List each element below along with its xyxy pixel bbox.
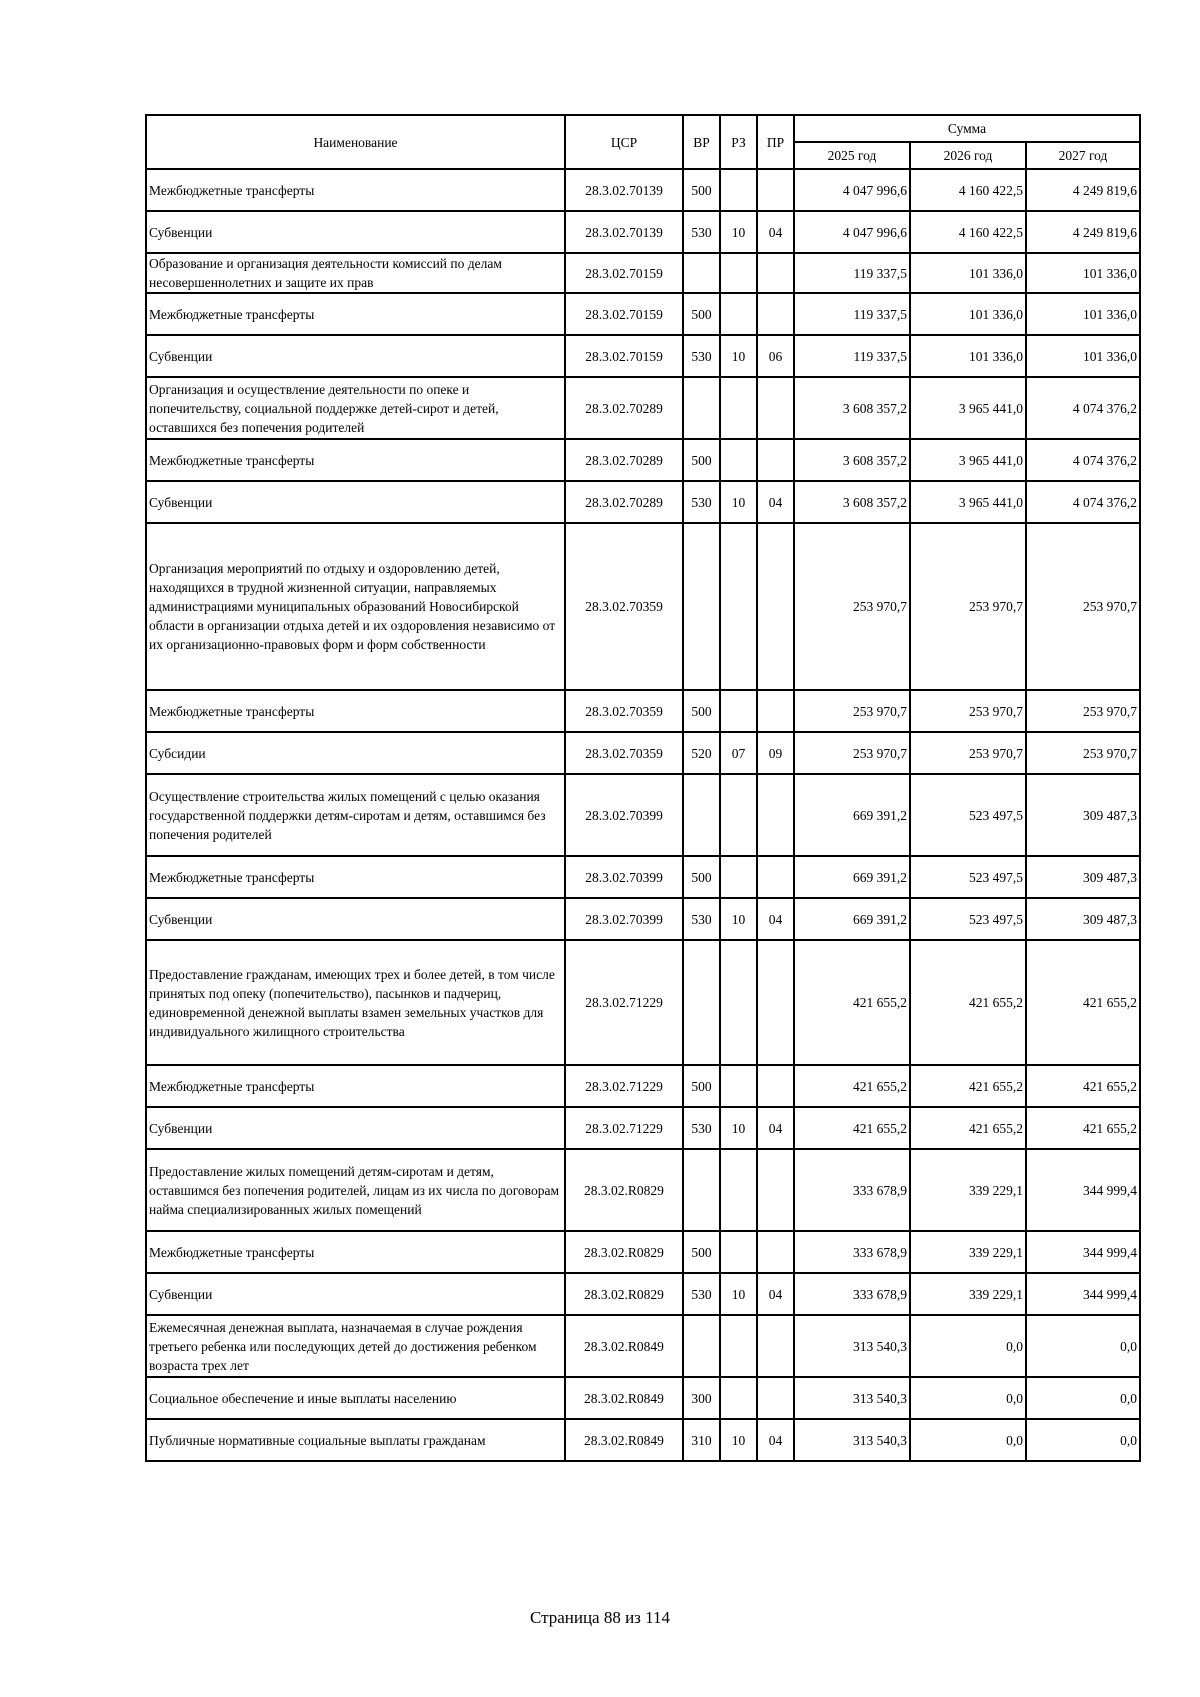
- cell-amount-2027: 344 999,4: [1026, 1149, 1140, 1231]
- table-row: [146, 439, 1140, 481]
- cell-amount-2027: 4 074 376,2: [1026, 377, 1140, 439]
- cell-name: Межбюджетные трансферты: [146, 1065, 565, 1107]
- cell-name: Субсидии: [146, 732, 565, 774]
- cell-amount-2025: 333 678,9: [794, 1231, 910, 1273]
- cell-amount-2027: 0,0: [1026, 1419, 1140, 1461]
- cell-vr: 500: [683, 856, 720, 898]
- cell-csr: 28.3.02.R0829: [565, 1273, 683, 1315]
- cell-name: Межбюджетные трансферты: [146, 690, 565, 732]
- cell-amount-2025: 313 540,3: [794, 1419, 910, 1461]
- cell-vr: [683, 940, 720, 1065]
- table-row: [146, 523, 1140, 690]
- cell-pr: [757, 940, 794, 1065]
- cell-amount-2025: 3 608 357,2: [794, 439, 910, 481]
- page-number: Страница 88 из 114: [529, 1608, 671, 1627]
- cell-csr: 28.3.02.R0829: [565, 1231, 683, 1273]
- cell-amount-2025: 669 391,2: [794, 774, 910, 856]
- cell-rz: [720, 439, 757, 481]
- cell-amount-2025: 669 391,2: [794, 856, 910, 898]
- cell-rz: [720, 856, 757, 898]
- table-row: [146, 1273, 1140, 1315]
- cell-csr: 28.3.02.70159: [565, 253, 683, 293]
- cell-csr: 28.3.02.71229: [565, 1065, 683, 1107]
- column-header-year-2026: 2026 год: [910, 142, 1026, 169]
- table-row: [146, 1065, 1140, 1107]
- table-row: [146, 293, 1140, 335]
- cell-pr: [757, 1149, 794, 1231]
- cell-vr: 500: [683, 169, 720, 211]
- cell-pr: 04: [757, 481, 794, 523]
- cell-vr: 530: [683, 481, 720, 523]
- cell-rz: 10: [720, 898, 757, 940]
- cell-amount-2026: 523 497,5: [910, 856, 1026, 898]
- cell-pr: [757, 1377, 794, 1419]
- cell-vr: 520: [683, 732, 720, 774]
- cell-csr: 28.3.02.70289: [565, 481, 683, 523]
- cell-pr: 06: [757, 335, 794, 377]
- cell-amount-2026: 3 965 441,0: [910, 439, 1026, 481]
- cell-amount-2027: 309 487,3: [1026, 898, 1140, 940]
- cell-amount-2026: 253 970,7: [910, 523, 1026, 690]
- cell-csr: 28.3.02.70139: [565, 211, 683, 253]
- cell-amount-2027: 253 970,7: [1026, 523, 1140, 690]
- cell-amount-2026: 101 336,0: [910, 293, 1026, 335]
- cell-vr: 530: [683, 898, 720, 940]
- table-row: [146, 940, 1140, 1065]
- cell-vr: 530: [683, 1273, 720, 1315]
- cell-pr: [757, 523, 794, 690]
- table-row: [146, 856, 1140, 898]
- cell-pr: [757, 1065, 794, 1107]
- cell-rz: [720, 1377, 757, 1419]
- cell-pr: [757, 774, 794, 856]
- table-row: [146, 481, 1140, 523]
- cell-rz: 10: [720, 1419, 757, 1461]
- table-row: [146, 1149, 1140, 1231]
- cell-csr: 28.3.02.70289: [565, 439, 683, 481]
- cell-amount-2027: 0,0: [1026, 1315, 1140, 1377]
- cell-csr: 28.3.02.70159: [565, 335, 683, 377]
- cell-amount-2027: 101 336,0: [1026, 335, 1140, 377]
- cell-pr: 04: [757, 1419, 794, 1461]
- table-row: [146, 898, 1140, 940]
- cell-name: Публичные нормативные социальные выплаты гражданам: [146, 1419, 565, 1461]
- cell-rz: [720, 377, 757, 439]
- cell-amount-2026: 101 336,0: [910, 253, 1026, 293]
- cell-name: Организация мероприятий по отдыху и оздоровлению детей, находящихся в трудной жизненной ситуации, направляемых администрациями муниципальных образований Новосибирской области в организации отдыха детей и их оздоровления независимо от их организационно-правовых форм и форм собственности: [146, 523, 565, 690]
- cell-pr: 04: [757, 211, 794, 253]
- cell-pr: 04: [757, 1273, 794, 1315]
- cell-amount-2027: 421 655,2: [1026, 1107, 1140, 1149]
- cell-csr: 28.3.02.70359: [565, 523, 683, 690]
- cell-amount-2025: 333 678,9: [794, 1149, 910, 1231]
- cell-amount-2026: 4 160 422,5: [910, 169, 1026, 211]
- cell-vr: 500: [683, 690, 720, 732]
- cell-name: Субвенции: [146, 1107, 565, 1149]
- cell-csr: 28.3.02.70139: [565, 169, 683, 211]
- cell-vr: [683, 1315, 720, 1377]
- cell-amount-2025: 253 970,7: [794, 523, 910, 690]
- budget-table: [145, 114, 1141, 1462]
- cell-amount-2027: 4 074 376,2: [1026, 481, 1140, 523]
- cell-amount-2025: 421 655,2: [794, 1065, 910, 1107]
- cell-pr: [757, 169, 794, 211]
- cell-name: Социальное обеспечение и иные выплаты населению: [146, 1377, 565, 1419]
- column-header-pr: ПР: [757, 115, 794, 169]
- cell-pr: 09: [757, 732, 794, 774]
- cell-rz: [720, 293, 757, 335]
- cell-amount-2026: 421 655,2: [910, 1065, 1026, 1107]
- cell-vr: 300: [683, 1377, 720, 1419]
- cell-amount-2025: 421 655,2: [794, 940, 910, 1065]
- cell-amount-2026: 339 229,1: [910, 1231, 1026, 1273]
- header-row: [146, 115, 1140, 142]
- cell-name: Межбюджетные трансферты: [146, 293, 565, 335]
- column-header-year-2025: 2025 год: [794, 142, 910, 169]
- cell-vr: [683, 523, 720, 690]
- cell-amount-2025: 333 678,9: [794, 1273, 910, 1315]
- cell-amount-2027: 4 074 376,2: [1026, 439, 1140, 481]
- cell-csr: 28.3.02.R0849: [565, 1315, 683, 1377]
- cell-rz: [720, 940, 757, 1065]
- cell-csr: 28.3.02.R0849: [565, 1419, 683, 1461]
- cell-amount-2025: 119 337,5: [794, 253, 910, 293]
- cell-rz: [720, 690, 757, 732]
- column-header-name: Наименование: [146, 115, 565, 169]
- table-row: [146, 335, 1140, 377]
- cell-rz: [720, 523, 757, 690]
- cell-amount-2027: 4 249 819,6: [1026, 169, 1140, 211]
- cell-name: Субвенции: [146, 1273, 565, 1315]
- cell-name: Межбюджетные трансферты: [146, 169, 565, 211]
- cell-csr: 28.3.02.R0829: [565, 1149, 683, 1231]
- cell-rz: 07: [720, 732, 757, 774]
- column-header-year-2027: 2027 год: [1026, 142, 1140, 169]
- cell-amount-2026: 0,0: [910, 1377, 1026, 1419]
- table-row: [146, 253, 1140, 293]
- cell-csr: 28.3.02.70399: [565, 898, 683, 940]
- cell-pr: [757, 253, 794, 293]
- cell-vr: 500: [683, 439, 720, 481]
- column-header-sum: Сумма: [794, 115, 1140, 142]
- cell-vr: [683, 253, 720, 293]
- cell-amount-2026: 421 655,2: [910, 940, 1026, 1065]
- cell-vr: [683, 1149, 720, 1231]
- cell-rz: [720, 774, 757, 856]
- cell-csr: 28.3.02.70159: [565, 293, 683, 335]
- table-row: [146, 1231, 1140, 1273]
- cell-vr: 530: [683, 211, 720, 253]
- cell-amount-2025: 313 540,3: [794, 1315, 910, 1377]
- cell-amount-2026: 523 497,5: [910, 898, 1026, 940]
- cell-amount-2025: 119 337,5: [794, 335, 910, 377]
- cell-pr: [757, 690, 794, 732]
- table-row: [146, 774, 1140, 856]
- cell-amount-2025: 3 608 357,2: [794, 377, 910, 439]
- cell-rz: 10: [720, 481, 757, 523]
- cell-pr: [757, 293, 794, 335]
- cell-pr: [757, 1231, 794, 1273]
- cell-amount-2025: 3 608 357,2: [794, 481, 910, 523]
- table-row: [146, 690, 1140, 732]
- cell-rz: [720, 1149, 757, 1231]
- cell-rz: [720, 1065, 757, 1107]
- cell-name: Осуществление строительства жилых помещений с целью оказания государственной поддержки детям-сиротам и детям, оставшимся без попечения родителей: [146, 774, 565, 856]
- cell-vr: 530: [683, 1107, 720, 1149]
- cell-pr: [757, 856, 794, 898]
- cell-vr: 530: [683, 335, 720, 377]
- cell-name: Межбюджетные трансферты: [146, 856, 565, 898]
- cell-rz: [720, 1315, 757, 1377]
- cell-amount-2025: 669 391,2: [794, 898, 910, 940]
- column-header-vr: ВР: [683, 115, 720, 169]
- cell-amount-2026: 523 497,5: [910, 774, 1026, 856]
- cell-amount-2025: 313 540,3: [794, 1377, 910, 1419]
- cell-amount-2027: 421 655,2: [1026, 1065, 1140, 1107]
- cell-amount-2025: 119 337,5: [794, 293, 910, 335]
- cell-amount-2026: 0,0: [910, 1315, 1026, 1377]
- cell-pr: [757, 377, 794, 439]
- cell-rz: 10: [720, 335, 757, 377]
- cell-vr: [683, 774, 720, 856]
- cell-rz: [720, 253, 757, 293]
- table-row: [146, 1315, 1140, 1377]
- cell-amount-2027: 253 970,7: [1026, 732, 1140, 774]
- cell-pr: [757, 439, 794, 481]
- cell-csr: 28.3.02.70359: [565, 732, 683, 774]
- cell-amount-2026: 4 160 422,5: [910, 211, 1026, 253]
- cell-name: Ежемесячная денежная выплата, назначаемая в случае рождения третьего ребенка или последующих детей до достижения ребенком возраста трех лет: [146, 1315, 565, 1377]
- cell-amount-2027: 0,0: [1026, 1377, 1140, 1419]
- cell-name: Предоставление жилых помещений детям-сиротам и детям, оставшимся без попечения родителей, лицам из их числа по договорам найма специализированных жилых помещений: [146, 1149, 565, 1231]
- table-row: [146, 1419, 1140, 1461]
- cell-csr: 28.3.02.70399: [565, 856, 683, 898]
- cell-vr: 500: [683, 1231, 720, 1273]
- cell-name: Межбюджетные трансферты: [146, 1231, 565, 1273]
- cell-amount-2027: 344 999,4: [1026, 1273, 1140, 1315]
- cell-rz: 10: [720, 1107, 757, 1149]
- cell-vr: [683, 377, 720, 439]
- cell-csr: 28.3.02.70289: [565, 377, 683, 439]
- cell-amount-2027: 4 249 819,6: [1026, 211, 1140, 253]
- cell-amount-2027: 344 999,4: [1026, 1231, 1140, 1273]
- table-row: [146, 1377, 1140, 1419]
- cell-amount-2026: 339 229,1: [910, 1273, 1026, 1315]
- cell-amount-2027: 101 336,0: [1026, 253, 1140, 293]
- cell-amount-2026: 0,0: [910, 1419, 1026, 1461]
- cell-vr: 500: [683, 1065, 720, 1107]
- cell-pr: [757, 1315, 794, 1377]
- table-row: [146, 169, 1140, 211]
- cell-amount-2025: 421 655,2: [794, 1107, 910, 1149]
- cell-csr: 28.3.02.71229: [565, 940, 683, 1065]
- cell-name: Образование и организация деятельности комиссий по делам несовершеннолетних и защите их прав: [146, 253, 565, 293]
- cell-pr: 04: [757, 898, 794, 940]
- cell-amount-2025: 4 047 996,6: [794, 169, 910, 211]
- cell-amount-2027: 309 487,3: [1026, 856, 1140, 898]
- cell-amount-2026: 421 655,2: [910, 1107, 1026, 1149]
- cell-name: Субвенции: [146, 335, 565, 377]
- cell-name: Субвенции: [146, 898, 565, 940]
- cell-amount-2026: 253 970,7: [910, 690, 1026, 732]
- cell-rz: 10: [720, 211, 757, 253]
- cell-vr: 310: [683, 1419, 720, 1461]
- table-body: [146, 169, 1140, 1461]
- cell-amount-2027: 309 487,3: [1026, 774, 1140, 856]
- cell-amount-2026: 3 965 441,0: [910, 481, 1026, 523]
- cell-name: Субвенции: [146, 211, 565, 253]
- cell-name: Субвенции: [146, 481, 565, 523]
- cell-amount-2027: 253 970,7: [1026, 690, 1140, 732]
- column-header-rz: РЗ: [720, 115, 757, 169]
- cell-amount-2025: 253 970,7: [794, 690, 910, 732]
- cell-pr: 04: [757, 1107, 794, 1149]
- cell-amount-2026: 339 229,1: [910, 1149, 1026, 1231]
- cell-csr: 28.3.02.70399: [565, 774, 683, 856]
- cell-amount-2025: 4 047 996,6: [794, 211, 910, 253]
- cell-csr: 28.3.02.R0849: [565, 1377, 683, 1419]
- cell-amount-2025: 253 970,7: [794, 732, 910, 774]
- table-row: [146, 211, 1140, 253]
- table-row: [146, 732, 1140, 774]
- cell-amount-2027: 101 336,0: [1026, 293, 1140, 335]
- cell-amount-2026: 3 965 441,0: [910, 377, 1026, 439]
- cell-amount-2026: 253 970,7: [910, 732, 1026, 774]
- cell-name: Межбюджетные трансферты: [146, 439, 565, 481]
- cell-name: Предоставление гражданам, имеющих трех и более детей, в том числе принятых под опеку (попечительство), пасынков и падчериц, единовременной денежной выплаты взамен земельных участков для индивидуального жилищного строительства: [146, 940, 565, 1065]
- cell-name: Организация и осуществление деятельности по опеке и попечительству, социальной поддержке детей-сирот и детей, оставшихся без попечения родителей: [146, 377, 565, 439]
- cell-rz: 10: [720, 1273, 757, 1315]
- cell-csr: 28.3.02.70359: [565, 690, 683, 732]
- cell-amount-2027: 421 655,2: [1026, 940, 1140, 1065]
- column-header-csr: ЦСР: [565, 115, 683, 169]
- cell-vr: 500: [683, 293, 720, 335]
- cell-rz: [720, 169, 757, 211]
- cell-rz: [720, 1231, 757, 1273]
- cell-amount-2026: 101 336,0: [910, 335, 1026, 377]
- table-row: [146, 377, 1140, 439]
- cell-csr: 28.3.02.71229: [565, 1107, 683, 1149]
- table-row: [146, 1107, 1140, 1149]
